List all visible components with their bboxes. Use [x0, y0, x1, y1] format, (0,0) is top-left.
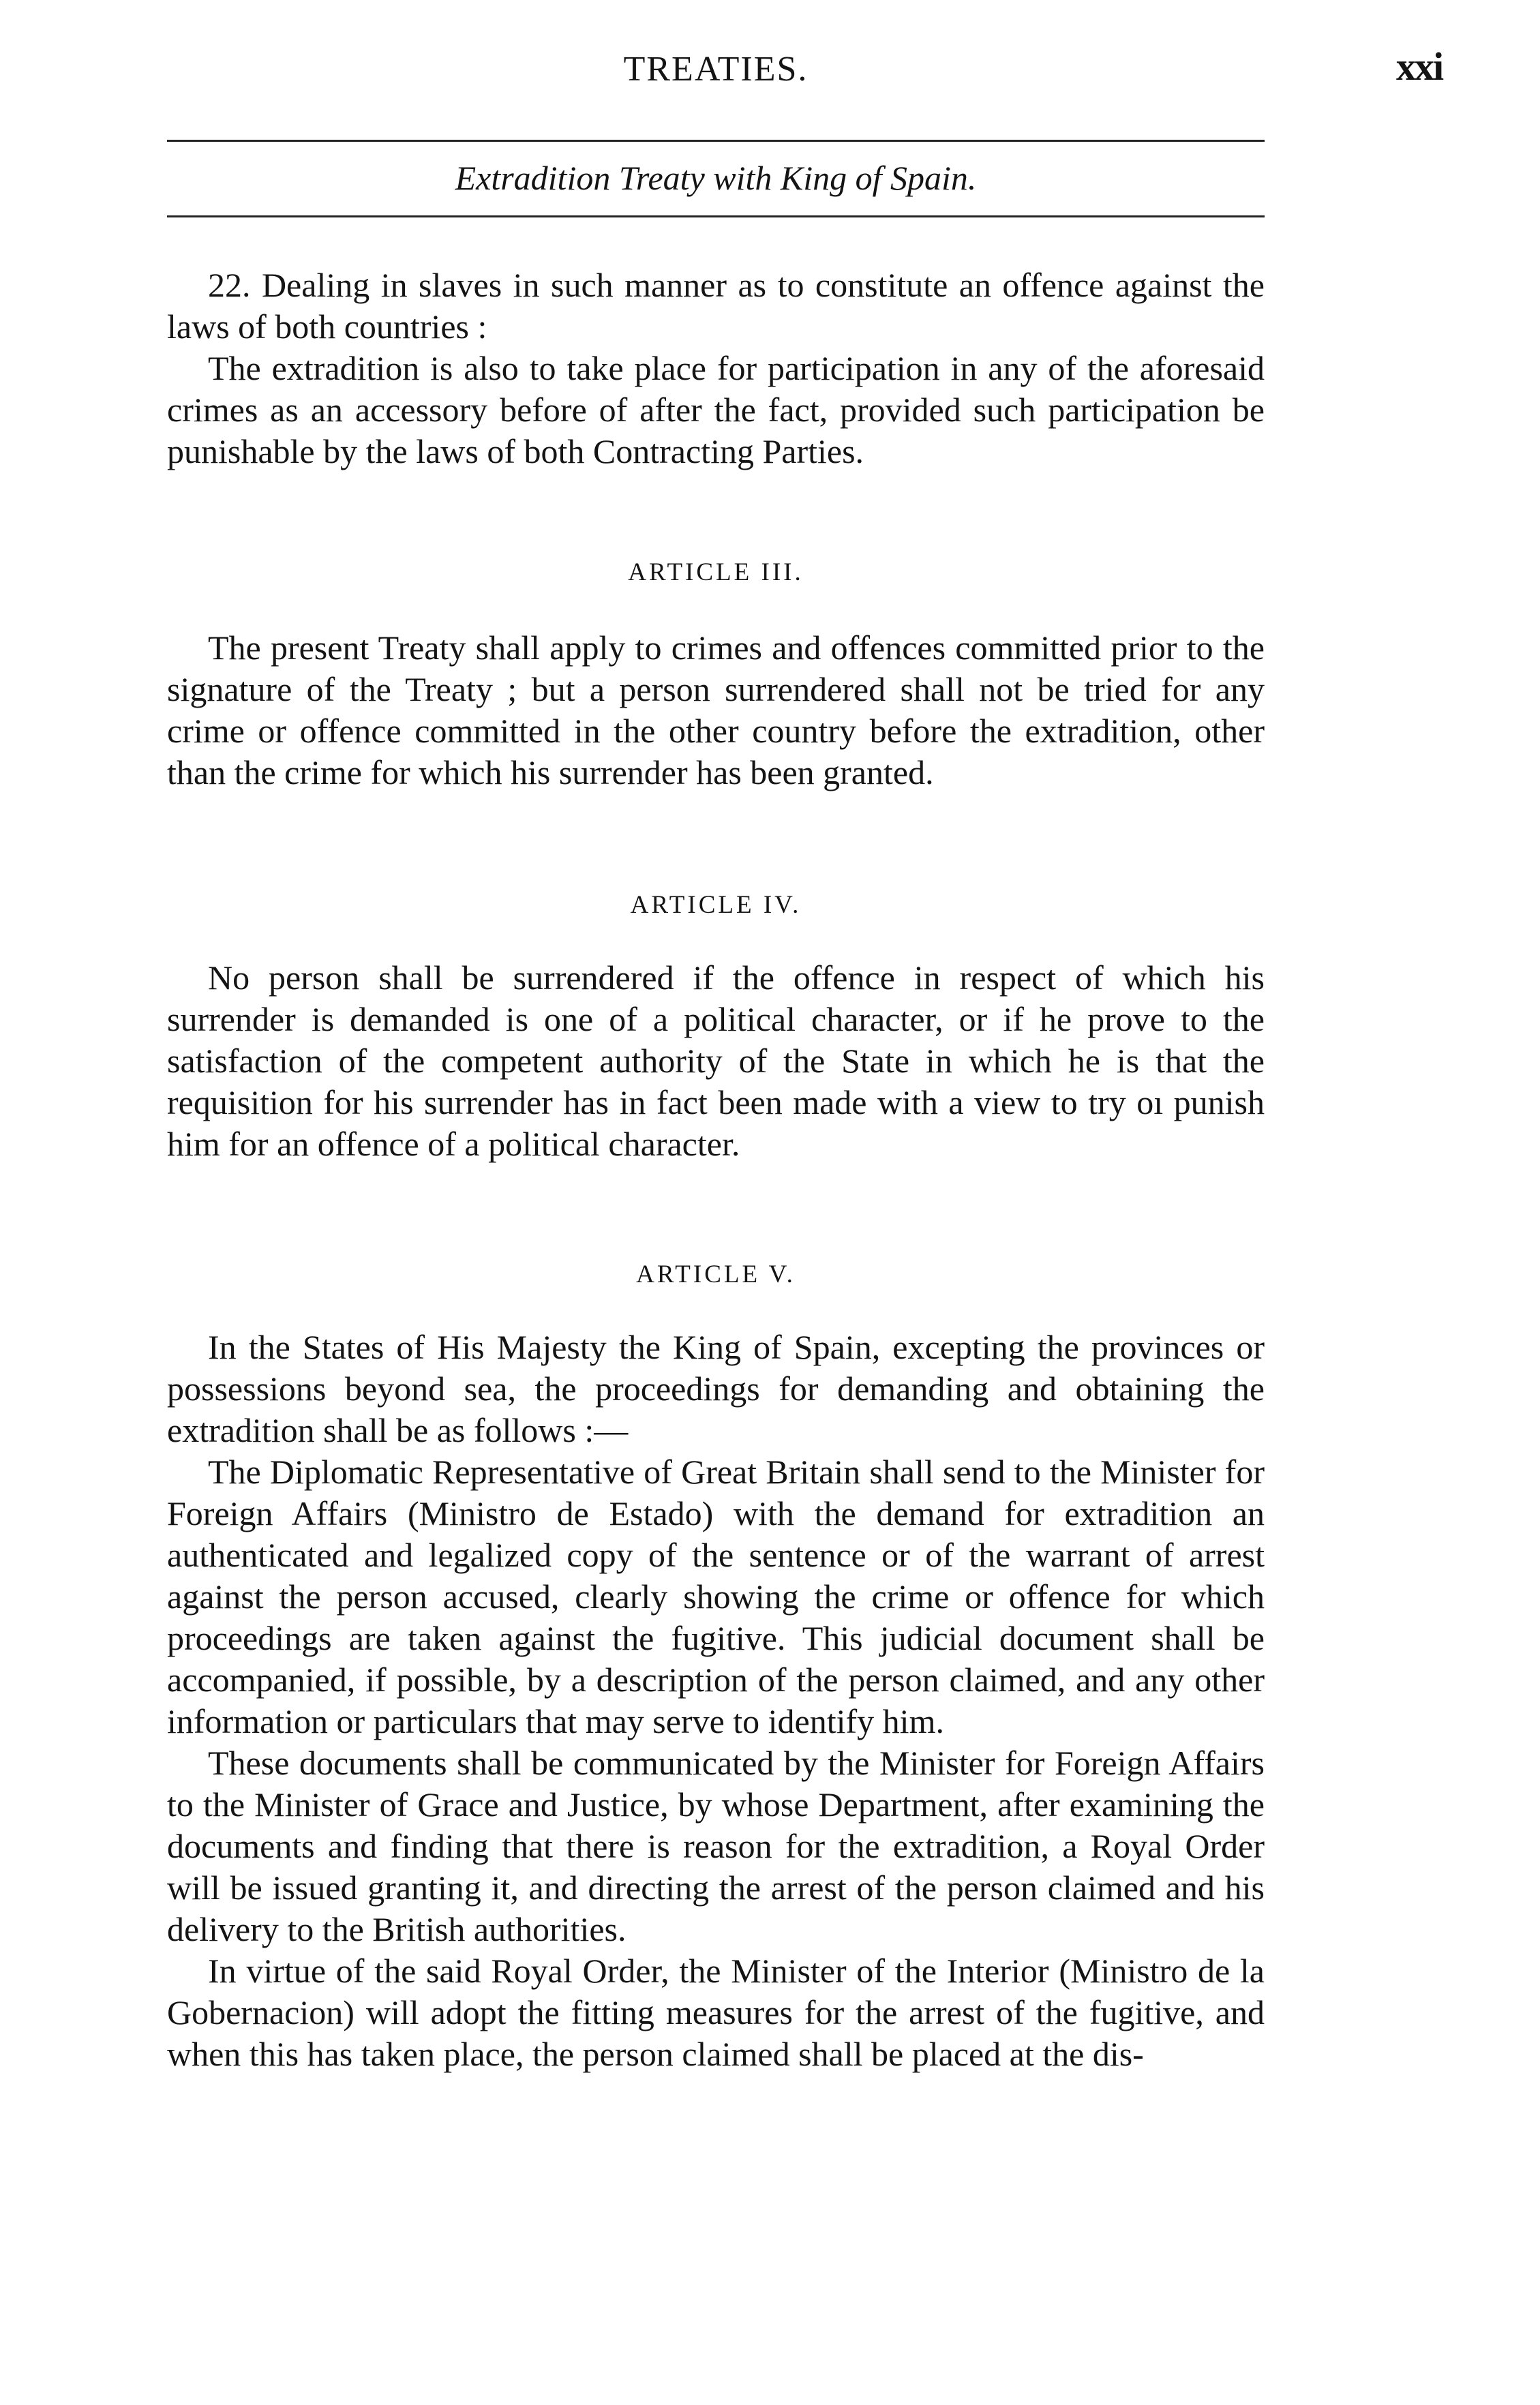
paragraph-item-22: 22. Dealing in slaves in such manner as to constitute an offence against the laws of both countries : — [167, 266, 1265, 346]
article-v-heading: ARTICLE V. — [636, 1260, 796, 1288]
paragraph-article-v-intro: In the States of His Majesty the King of Spain, excepting the provinces or possessions beyond sea, the proceedings for demanding and obtaining the extradition shall be as follows :— — [167, 1328, 1265, 1449]
article-iv-body — [167, 957, 1265, 1165]
item-22-section — [167, 264, 1265, 472]
article-v-body — [167, 1327, 1265, 2075]
article-iii-body — [167, 627, 1265, 793]
running-title: TREATIES. — [623, 50, 809, 89]
article-iv-heading: ARTICLE IV. — [630, 891, 802, 919]
paragraph-participation: The extradition is also to take place for participation in any of the aforesaid crimes as an accessory before of after the fact, provided such participation be punishable by the laws of both Contracting Parties. — [167, 349, 1265, 470]
paragraph-documents-communicated: These documents shall be communicated by the Minister for Foreign Affairs to the Minister of Grace and Justice, by whose Department, after examining the documents and finding that there is reason for the extradition, a Royal Order will be issued granting it, and directing the arrest of the person claimed and his delivery to the British authorities. — [167, 1744, 1265, 1948]
paragraph-article-iv: No person shall be surrendered if the offence in respect of which his surrender is demanded is one of a political character, or if he prove to the satisfaction of the competent authority of the State in which he is that the requisition for his surrender has in fact been made with a view to try oı punish him for an offence of a political character. — [167, 958, 1265, 1163]
paragraph-article-iii: The present Treaty shall apply to crimes and offences committed prior to the signature of the Treaty ; but a person surrendered shall not be tried for any crime or offence committed in the other country before the extradition, other than the crime for which his surrender has been granted. — [167, 629, 1265, 791]
page-number: xxi — [1396, 44, 1443, 89]
header-rule-bottom — [167, 215, 1265, 217]
paragraph-diplomatic-representative: The Diplomatic Representative of Great Britain shall send to the Minister for Foreign Affairs (Ministro de Estado) with the demand for extradition an authenticated and legalized copy of the sentence or of the warrant of arrest against the person accused, clearly showing the crime or offence for which proceedings are taken against the fugitive. This judicial document shall be accompanied, if possible, by a description of the person claimed, and any other information or particulars that may serve to identify him. — [167, 1453, 1265, 1740]
article-iii-heading: ARTICLE III. — [628, 558, 804, 586]
treaty-subtitle: Extradition Treaty with King of Spain. — [455, 159, 977, 197]
paragraph-royal-order: In virtue of the said Royal Order, the Minister of the Interior (Ministro de la Gobernacion) will adopt the fitting measures for the arrest of the fugitive, and when this has taken place, the person claimed shall be placed at the dis- — [167, 1952, 1265, 2073]
header-rule-top — [167, 140, 1265, 142]
